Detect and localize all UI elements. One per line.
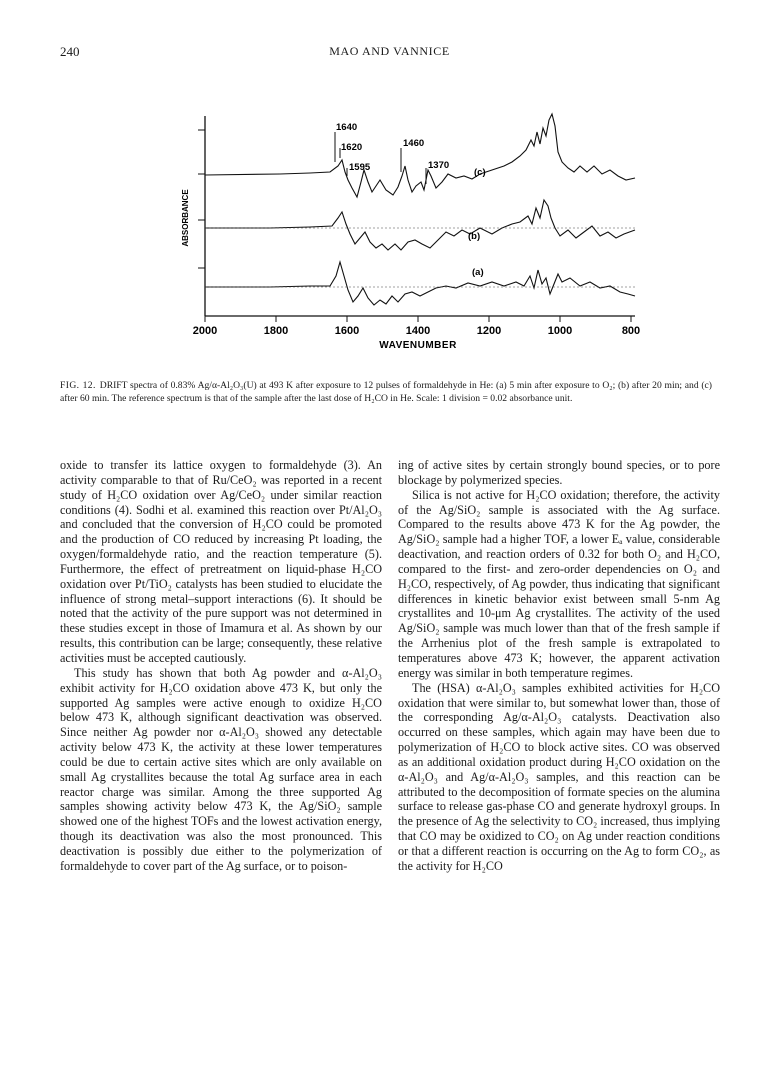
peak-label: 1370	[428, 160, 450, 171]
curve-label-b: (b)	[468, 231, 481, 242]
spectrum-curve-a	[205, 262, 635, 305]
body-text	[60, 458, 720, 874]
figure-caption	[60, 380, 712, 405]
peak-label: 1460	[403, 138, 425, 149]
paragraph: ing of active sites by certain strongly bound species, or to pore blockage by polymerized species.	[398, 458, 720, 487]
curve-label-a: (a)	[472, 267, 484, 278]
paragraph: This study has shown that both Ag powder and α-Al₂O₃ exhibit activity for H₂CO oxidation above 473 K, but only the supported Ag samples were active enough to oxidize H₂CO below 473 K, although significant deactivation was observed. Since neither Ag powder nor α-Al₂O₃ showed any detectable activity below 473 K, the activity at these lower temperatures could be due to certain active sites which are only available on small Ag crystallites because the total Ag surface area in each reactor charge was similar. Among the three supported Ag samples showing activity below 473 K, the Ag/SiO₂ sample showed one of the highest TOFs and the lowest activation energy, though its deactivation was also the most pronounced. This deactivation is possibly due either to the polymerization of formaldehyde to cover part of the Ag surface, or to poison-	[60, 665, 382, 873]
paragraph: The (HSA) α-Al₂O₃ samples exhibited activities for H₂CO oxidation that were similar to, but somewhat lower than, those of the corresponding Ag/α-Al₂O₃ catalysts. Deactivation also occurred on these samples, which again may have been due to polymerization of H₂CO to block active sites. CO was observed as an additional oxidation product during H₂CO oxidation on the α-Al₂O₃ and Ag/α-Al₂O₃ samples, and this reaction can be attributed to the decomposition of formate species on the alumina surface to release gas-phase CO and generate hydroxyl groups. In the presence of Ag the selectivity to CO₂ increased, thus implying that CO may be oxidized to CO₂ on Ag under reaction conditions or that a different reaction is occurring on the Ag to form CO₂, as the activity for H₂CO	[398, 680, 720, 873]
x-tick-marks	[205, 316, 631, 322]
spectrum-curve-b	[205, 200, 635, 250]
peak-label: 1595	[349, 162, 371, 173]
peak-label: 1620	[341, 142, 363, 153]
paragraph: oxide to transfer its lattice oxygen to formaldehyde (3). An activity comparable to that of Ru/CeO₂ was reported in a recent study of H₂CO oxidation over Ag/CeO₂ under similar reaction conditions (4). Sodhi et al. examined this reaction over Pt/Al₂O₃ and concluded that the conversion of H₂CO could be promoted and the production of CO reduced by increasing Pt loading, the oxygen/formaldehyde ratio, and the reaction temperature (5). Furthermore, the effect of pretreatment on liquid-phase H₂CO oxidation over Pt/TiO₂ catalysts has been studied to elucidate the influence of strong metal–support interactions (6). It should be noted that the activity of the pure support was not determined in these studies except in those of Imamura et al. As shown by our results, this contribution can be large; consequently, these relative activities must be accepted cautiously.	[60, 458, 382, 665]
x-tick-label: 2000	[192, 325, 218, 337]
x-tick-label: 1200	[476, 325, 502, 337]
x-tick-label: 1800	[263, 325, 289, 337]
paragraph: Silica is not active for H₂CO oxidation; therefore, the activity of the Ag/SiO₂ sample is associated with the Ag surface. Compared to the results above 473 K for the Ag powder, the Ag/SiO₂ sample had a higher TOF, a lower Eₐ value, considerable deactivation, and reaction orders of 0.32 for both O₂ and H₂CO, compared to the first- and zero-order dependencies on O₂ and H₂CO, respectively, of Ag powder, thus indicating that significant differences in kinetic behavior exist between small 5-nm Ag crystallites and 10-μm Ag crystallites. The activity of the used Ag/SiO₂ sample was much lower than that of the fresh sample if the Arrhenius plot of the fresh sample is extrapolated to temperatures above 473 K; however, the apparent activation energy was similar in both temperature regimes.	[398, 487, 720, 680]
curve-label-c: (c)	[474, 167, 486, 178]
x-axis-label: WAVENUMBER	[379, 340, 457, 351]
page-number: 240	[60, 44, 80, 59]
figure-number: FIG. 12.	[60, 380, 96, 391]
drift-spectra-plot	[160, 100, 660, 368]
x-tick-label: 1600	[334, 325, 360, 337]
y-axis-label: ABSORBANCE	[181, 189, 190, 247]
running-head: MAO AND VANNICE	[329, 44, 450, 58]
x-tick-label: 1400	[405, 325, 431, 337]
x-tick-label: 1000	[547, 325, 573, 337]
caption-text: DRIFT spectra of 0.83% Ag/α-Al₂O₃(U) at 493 K after exposure to 12 pulses of formaldehyde in He: (a) 5 min after exposure to O₂; (b) after 20 min; and (c) after 60 min. The reference spectrum is that of the sample after the last dose of H₂CO in He. Scale: 1 division = 0.02 absorbance unit.	[60, 380, 712, 404]
spectra-figure	[160, 100, 660, 368]
left-column	[60, 458, 382, 874]
peak-label: 1640	[336, 122, 358, 133]
spectrum-curve-c	[205, 114, 635, 197]
right-column	[398, 458, 720, 874]
x-tick-label: 800	[621, 325, 641, 337]
